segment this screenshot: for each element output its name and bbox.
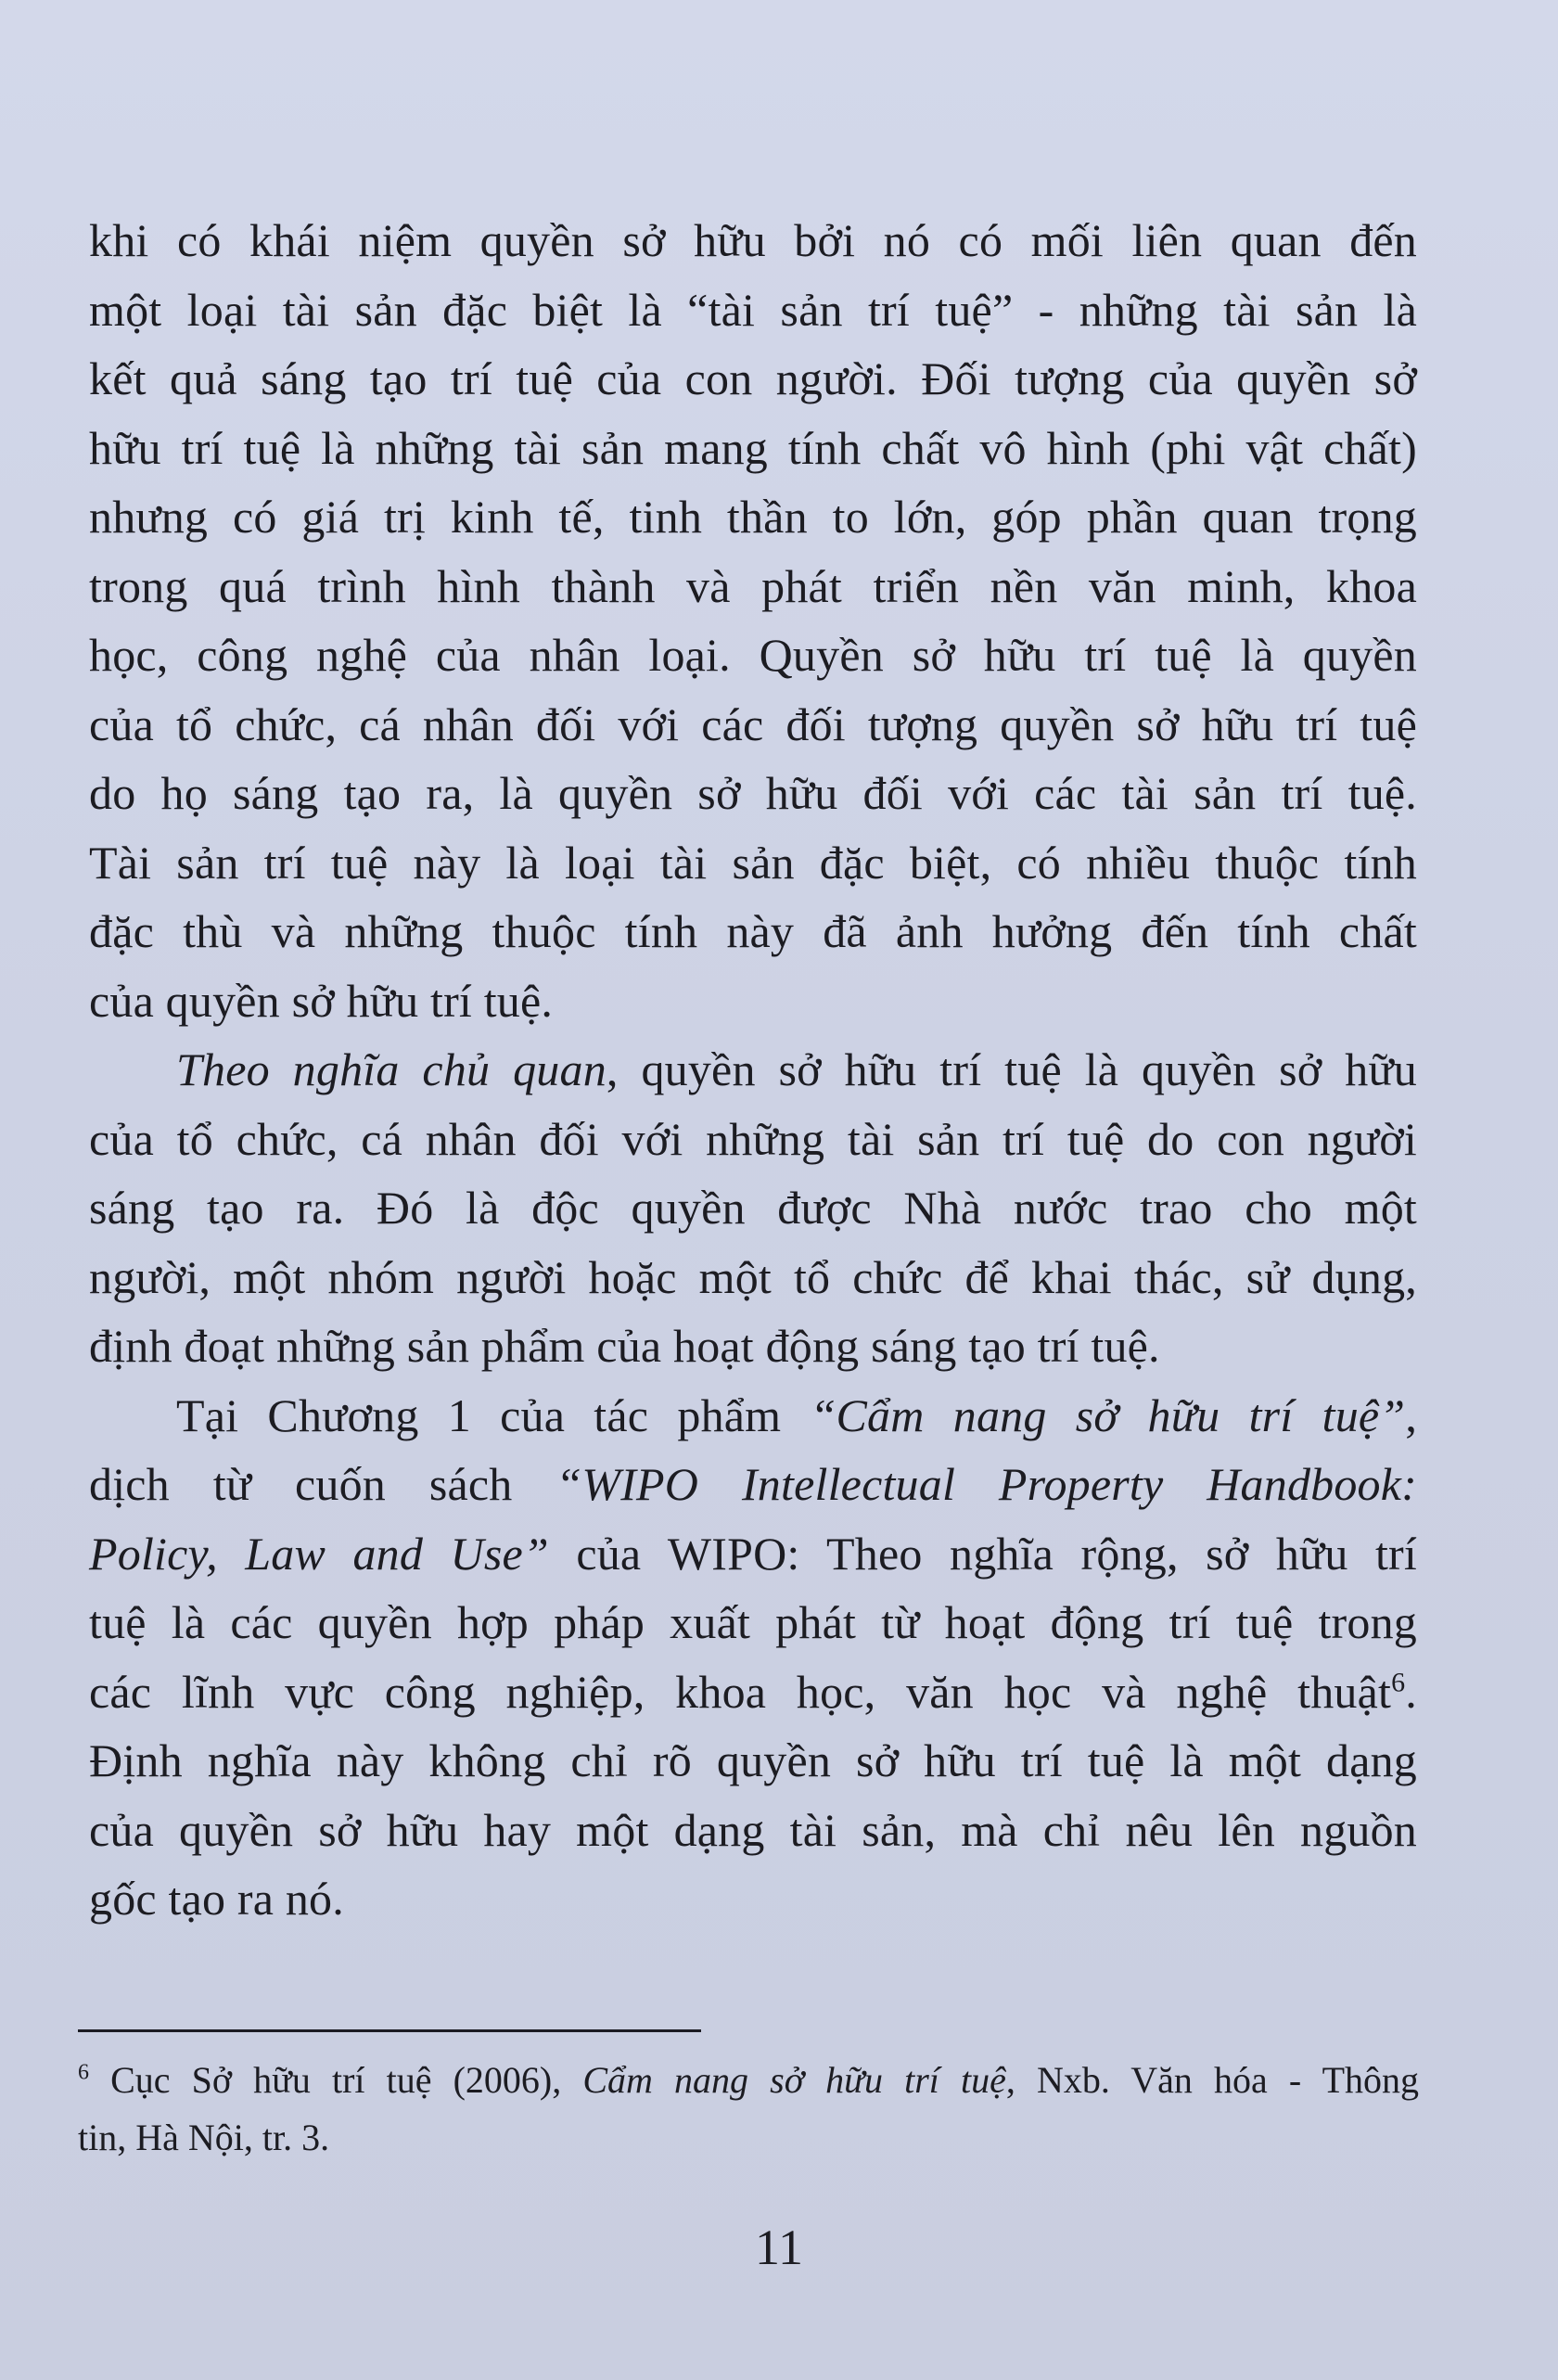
text-line: tuệ là các quyền hợp pháp xuất phát từ hoạt động trí tuệ trong <box>89 1596 1417 1648</box>
text-run: Tại Chương 1 của tác phẩm <box>176 1388 811 1441</box>
text-line: của quyền sở hữu trí tuệ. <box>89 974 554 1027</box>
text-line: trong quá trình hình thành và phát triển nền văn minh, khoa <box>89 559 1417 612</box>
text-line: của quyền sở hữu hay một dạng tài sản, mà chỉ nêu lên nguồn <box>89 1803 1417 1856</box>
body-text <box>89 206 1417 1934</box>
italic-term: Theo nghĩa chủ quan <box>176 1043 607 1095</box>
text-line: gốc tạo ra nó. <box>89 1873 344 1925</box>
paragraph-2 <box>89 1035 1417 1381</box>
text-run: các lĩnh vực công nghiệp, khoa học, văn học và nghệ thuật <box>89 1665 1392 1718</box>
text-line <box>89 1035 1417 1105</box>
italic-title: “Cẩm nang sở hữu trí tuệ” <box>810 1388 1406 1441</box>
text-line: Tài sản trí tuệ này là loại tài sản đặc biệt, có nhiều thuộc tính <box>89 836 1417 889</box>
text-line: hữu trí tuệ là những tài sản mang tính chất vô hình (phi vật chất) <box>89 421 1417 474</box>
footnote-divider <box>78 2029 701 2032</box>
text-line: của tổ chức, cá nhân đối với những tài sản trí tuệ do con người <box>89 1112 1417 1165</box>
text-line: sáng tạo ra. Đó là độc quyền được Nhà nước trao cho một <box>89 1182 1417 1234</box>
text-line: người, một nhóm người hoặc một tổ chức để khai thác, sử dụng, <box>89 1250 1417 1303</box>
text-line <box>89 1519 1417 1589</box>
page-number: 11 <box>755 2220 803 2275</box>
text-run: , quyền sở hữu trí tuệ là quyền sở hữu <box>606 1043 1417 1095</box>
text-line <box>89 1657 1417 1727</box>
text-line: đặc thù và những thuộc tính này đã ảnh hưởng đến tính chất <box>89 905 1417 957</box>
text-line: khi có khái niệm quyền sở hữu bởi nó có mối liên quan đến <box>89 214 1417 266</box>
text-line: nhưng có giá trị kinh tế, tinh thần to lớn, góp phần quan trọng <box>89 491 1417 543</box>
footnote <box>78 2052 1419 2167</box>
text-run: . <box>1405 1665 1417 1718</box>
italic-title: Cẩm nang sở hữu trí tuệ <box>582 2059 1006 2101</box>
text-line: Định nghĩa này không chỉ rõ quyền sở hữu trí tuệ là một dạng <box>89 1734 1417 1786</box>
text-line: do họ sáng tạo ra, là quyền sở hữu đối với các tài sản trí tuệ. <box>89 767 1417 819</box>
text-line: định đoạt những sản phẩm của hoạt động sáng tạo trí tuệ. <box>89 1320 1160 1372</box>
footnote-reference: 6 <box>1391 1666 1406 1697</box>
text-line: của tổ chức, cá nhân đối với các đối tượng quyền sở hữu trí tuệ <box>89 697 1417 750</box>
text-run: của WIPO: Theo nghĩa rộng, sở hữu trí <box>548 1527 1417 1580</box>
text-line: một loại tài sản đặc biệt là “tài sản trí tuệ” - những tài sản là <box>89 283 1417 336</box>
footnote-line <box>78 2052 1419 2109</box>
paragraph-1 <box>89 206 1417 1035</box>
italic-title: Policy, Law and Use” <box>89 1527 549 1580</box>
paragraph-3 <box>89 1381 1417 1934</box>
text-run: , <box>1405 1388 1418 1441</box>
text-run: , Nxb. Văn hóa - Thông <box>1005 2059 1419 2101</box>
text-line: học, công nghệ của nhân loại. Quyền sở hữu trí tuệ là quyền <box>89 629 1417 681</box>
italic-title: “WIPO Intellectual Property Handbook: <box>556 1458 1417 1510</box>
text-run: dịch từ cuốn sách <box>89 1458 556 1510</box>
text-run: Cục Sở hữu trí tuệ (2006), <box>89 2059 583 2101</box>
text-line: kết quả sáng tạo trí tuệ của con người. Đối tượng của quyền sở <box>89 352 1417 404</box>
text-line <box>89 1450 1417 1519</box>
text-line <box>89 1381 1417 1451</box>
footnote-line: tin, Hà Nội, tr. 3. <box>78 2117 330 2158</box>
footnote-marker: 6 <box>78 2060 89 2085</box>
